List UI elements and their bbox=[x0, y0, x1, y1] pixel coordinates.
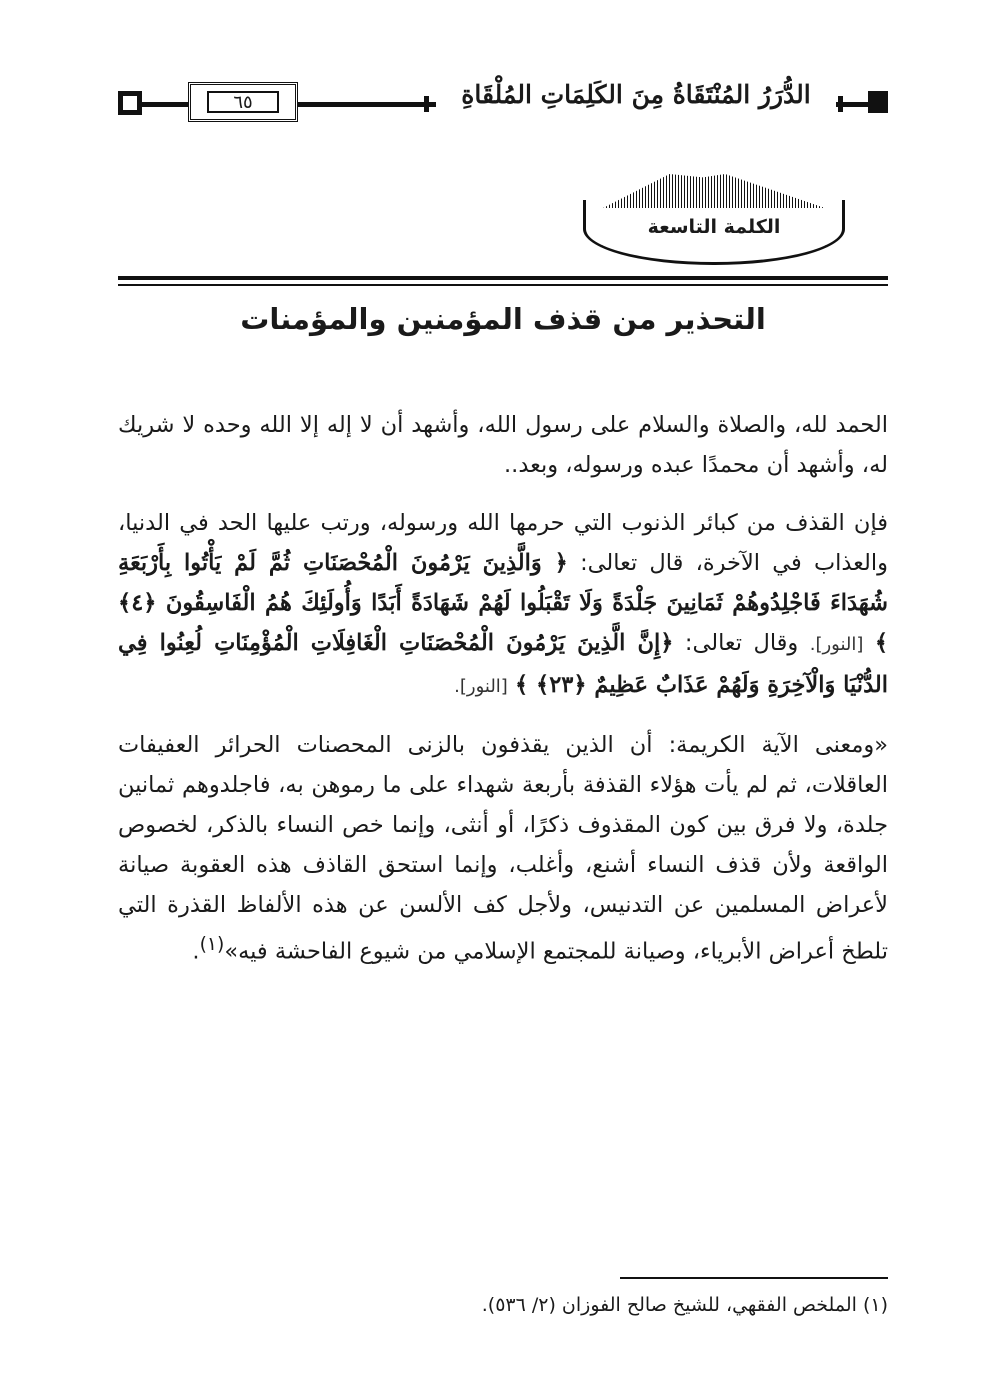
verses-connector: وقال تعالى: bbox=[684, 630, 799, 656]
book-title: الدُّرَرُ المُنْتَقَاةُ مِنَ الكَلِمَاتِ المُلْقَاةِ bbox=[436, 80, 836, 109]
header-ornament-tick bbox=[838, 96, 843, 112]
page-number: ٦٥ bbox=[207, 91, 279, 113]
header-ornament-square-right bbox=[868, 91, 888, 113]
explanation-end: . bbox=[192, 938, 200, 965]
paragraph-verses bbox=[118, 503, 888, 707]
sura-reference-2: [النور]. bbox=[454, 676, 508, 697]
footnote-marker: (١) bbox=[199, 934, 225, 955]
footnote: (١) الملخص الفقهي، للشيخ صالح الفوزان (٢/ ٥٣٦). bbox=[481, 1294, 888, 1316]
article-body bbox=[118, 405, 888, 990]
footnote-rule bbox=[620, 1277, 888, 1279]
quran-verse-1: ﴿ وَالَّذِينَ يَرْمُونَ الْمُحْصَنَاتِ ثُمَّ لَمْ يَأْتُوا بِأَرْبَعَةِ شُهَدَاءَ فَاجْلِدُوهُمْ ثَمَانِينَ جَلْدَةً وَلَا تَقْبَلُوا لَهُمْ شَهَادَةً أَبَدًا وَأُولَئِكَ هُمُ الْفَاسِقُونَ ﴿٤﴾ ﴾ bbox=[118, 550, 889, 656]
divider-thick bbox=[118, 276, 888, 280]
header-ornament-square-left bbox=[118, 91, 142, 115]
page-number-frame bbox=[188, 82, 298, 122]
quran-verse-2: ﴿إِنَّ الَّذِينَ يَرْمُونَ الْمُحْصَنَاتِ الْغَافِلَاتِ الْمُؤْمِنَاتِ لُعِنُوا فِي الدُّنْيَا وَالْآخِرَةِ وَلَهُمْ عَذَابٌ عَظِيمٌ ﴿٢٣﴾ ﴾ bbox=[118, 630, 888, 698]
section-emblem bbox=[583, 170, 845, 268]
explanation-text: «ومعنى الآية الكريمة: أن الذين يقذفون بالزنى المحصنات الحرائر العفيفات العاقلات، ثم لم يأت هؤلاء القذفة بأربعة شهداء على ما رموهن به، فاجلدوهم ثمانين جلدة، ولا فرق بين كون المقذوف ذكرًا، أو أنثى، وإنما خص النساء بالذكر، لخصوص الواقعة ولأن قذف النساء أشنع، وأغلب، وإنما استحق القاذف هذه العقوبة صيانة لأعراض المسلمين عن التدنيس، ولأجل كف الألسن عن هذه الألفاظ القذرة التي تلطخ أعراض الأبرياء، وصيانة للمجتمع الإسلامي من شيوع الفاحشة فيه» bbox=[118, 732, 888, 965]
header-ornament-tick bbox=[424, 96, 429, 112]
header-rule-middle bbox=[298, 102, 438, 107]
paragraph-opening: الحمد لله، والصلاة والسلام على رسول الله، وأشهد أن لا إله إلا الله وحده لا شريك له، وأشهد أن محمدًا عبده ورسوله، وبعد.. bbox=[118, 412, 888, 478]
section-number-label: الكلمة التاسعة bbox=[647, 216, 781, 238]
divider-thin bbox=[118, 284, 888, 286]
section-title: التحذير من قذف المؤمنين والمؤمنات bbox=[240, 302, 766, 336]
verses-intro: فإن القذف من كبائر الذنوب التي حرمها الله ورسوله، ورتب عليها الحد في الدنيا، والعذاب في الآخرة، قال تعالى: bbox=[118, 510, 889, 576]
paragraph-explanation bbox=[118, 725, 888, 972]
page-header bbox=[118, 78, 888, 134]
sura-reference-1: [النور]. bbox=[809, 634, 864, 655]
